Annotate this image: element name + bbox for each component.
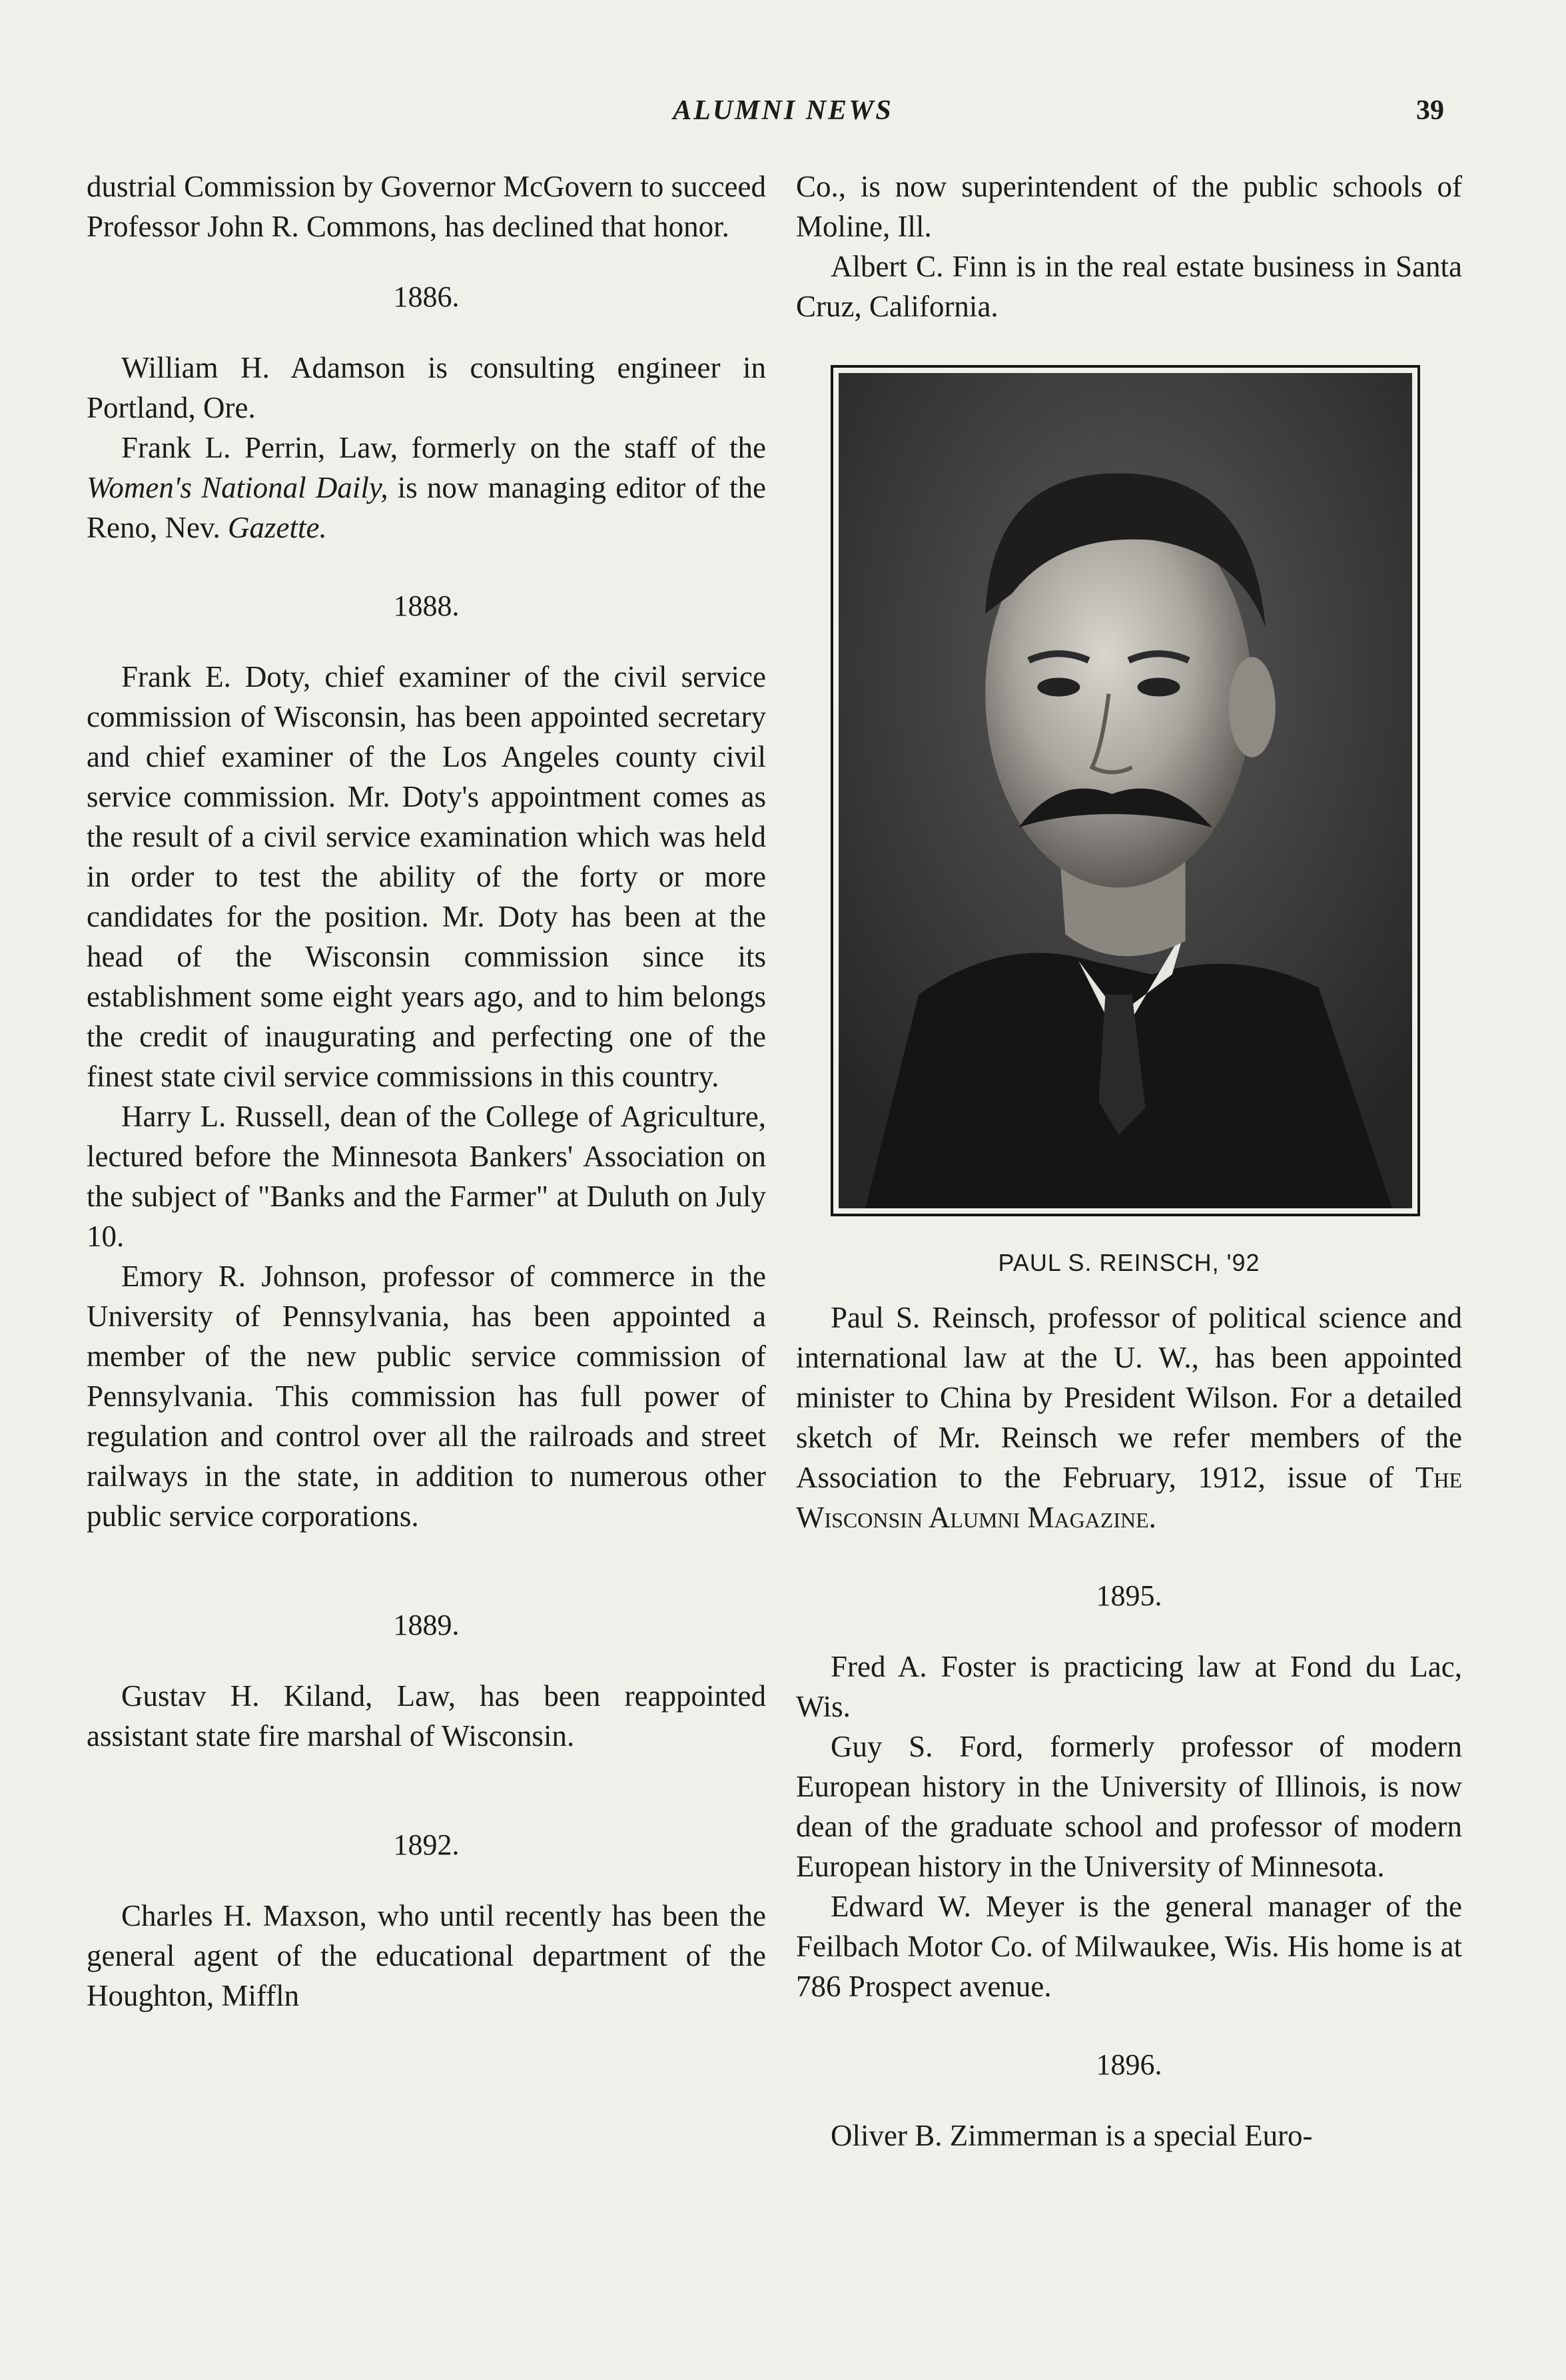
right-column (796, 167, 1462, 2156)
portrait-frame (831, 365, 1420, 1216)
paragraph-ford: Guy S. Ford, formerly professor of modern European history in the University of Illinois, is now dean of the graduate school and professor of modern European history in the University of Minnesota. (796, 1730, 1462, 1883)
paragraph-maxson: Charles H. Maxson, who until recently has been the general agent of the educational department of the Houghton, Miffln (87, 1899, 766, 2012)
perrin-publication-1: Women's National Daily, (87, 471, 388, 504)
paragraph-meyer: Edward W. Meyer is the general manager of the Feilbach Motor Co. of Milwaukee, Wis. His home is at 786 Prospect avenue. (796, 1890, 1462, 2003)
class-year-1895: 1895. (1096, 1579, 1162, 1612)
class-year-1896: 1896. (1096, 2048, 1162, 2081)
paragraph-kiland: Gustav H. Kiland, Law, has been reappointed assistant state fire marshal of Wisconsin. (87, 1679, 766, 1753)
perrin-text-b: is now managing editor of the Reno, Nev. (87, 471, 766, 544)
paragraph-perrin (87, 428, 766, 548)
paragraph-finn: Albert C. Finn is in the real estate business in Santa Cruz, California. (796, 250, 1462, 323)
paragraph-adamson: William H. Adamson is consulting engineer in Portland, Ore. (87, 351, 766, 424)
paragraph-reinsch (796, 1298, 1462, 1537)
paragraph-doty: Frank E. Doty, chief examiner of the civil service commission of Wisconsin, has been appointed secretary and chief examiner of the Los Angeles county civil service commission. Mr. Doty's appointment comes as the result of a civil service examination which was held in order to test the ability of the forty or more candidates for the position. Mr. Doty has been at the head of the Wisconsin commission since its establishment some eight years ago, and to him belongs the credit of inaugurating and perfecting one of the finest state civil service commissions in this country. (87, 660, 766, 1093)
perrin-text-a: Frank L. Perrin, Law, formerly on the staff of the (121, 431, 766, 464)
perrin-publication-2: Gazette. (228, 511, 327, 544)
paragraph-mcgovern: dustrial Commission by Governor McGovern to succeed Professor John R. Commons, has declined that honor. (87, 170, 766, 243)
class-year-1886: 1886. (393, 280, 460, 313)
portrait-photo (839, 373, 1412, 1208)
portrait-image (839, 373, 1412, 1208)
paragraph-foster: Fred A. Foster is practicing law at Fond du Lac, Wis. (796, 1650, 1462, 1723)
left-column (87, 167, 766, 2016)
paragraph-maxson-continued: Co., is now superintendent of the public schools of Moline, Ill. (796, 170, 1462, 243)
reinsch-text: Paul S. Reinsch, professor of political science and international law at the U. W., has been appointed minister to China by President Wilson. For a detailed sketch of Mr. Reinsch we refer members of the Association to the February, 1912, issue of (796, 1301, 1462, 1494)
paragraph-russell: Harry L. Russell, dean of the College of Agriculture, lectured before the Minnesota Bankers' Association on the subject of "Banks and the Farmer" at Duluth on July 10. (87, 1100, 766, 1253)
class-year-1892: 1892. (393, 1828, 460, 1861)
class-year-1888: 1888. (393, 590, 460, 622)
page-number: 39 (1416, 95, 1444, 126)
paragraph-johnson: Emory R. Johnson, professor of commerce in the University of Pennsylvania, has been appointed a member of the new public service commission of Pennsylvania. This commission has full power of regulation and control over all the railroads and street railways in the state, in addition to numerous other public service corporations. (87, 1260, 766, 1533)
reinsch-magazine-title: The Wisconsin Alumni Magazine. (796, 1461, 1462, 1534)
portrait-caption: PAUL S. REINSCH, '92 (998, 1249, 1260, 1276)
paragraph-zimmerman: Oliver B. Zimmerman is a special Euro- (831, 2119, 1313, 2152)
class-year-1889: 1889. (393, 1609, 460, 1641)
running-head-title: ALUMNI NEWS (673, 95, 893, 126)
